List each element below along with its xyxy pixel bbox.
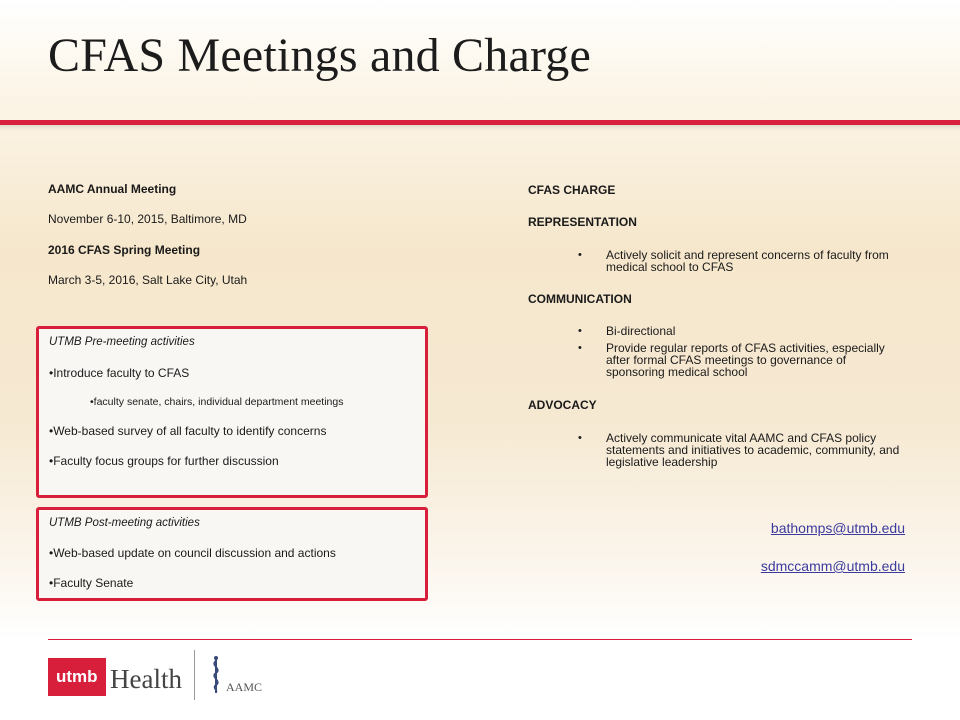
advocacy-item: Actively communicate vital AAMC and CFAS policy statements and initiatives to academic, community, and legislative leadership [606,431,900,469]
post-meeting-item: •Faculty Senate [49,576,134,590]
aamc-wordmark: AAMC [226,680,263,694]
communication-item: Bi-directional [606,324,676,338]
bullet-marker: • [578,249,582,261]
post-meeting-heading: UTMB Post-meeting activities [49,517,200,529]
pre-meeting-box [36,326,428,498]
post-meeting-item: •Web-based update on council discussion and actions [49,546,336,560]
bullet-marker: • [578,325,582,337]
pre-meeting-item: •Faculty focus groups for further discussion [49,454,279,468]
logo-divider [194,650,195,700]
aamc-caduceus-icon [208,655,224,695]
representation-item: Actively solicit and represent concerns of faculty from medical school to CFAS [606,248,889,274]
charge-title: CFAS CHARGE [528,183,616,197]
pre-meeting-item: •Web-based survey of all faculty to identify concerns [49,424,327,438]
email-link-sdmccamm[interactable]: sdmccamm@utmb.edu [760,558,905,574]
meeting-spring-label: 2016 CFAS Spring Meeting [48,243,201,257]
advocacy-heading: ADVOCACY [528,398,597,412]
slide-title: CFAS Meetings and Charge [48,29,591,82]
meeting-annual-date: November 6-10, 2015, Baltimore, MD [48,212,247,226]
bullet-marker: • [578,342,582,354]
email-link-bathomps[interactable]: bathomps@utmb.edu [770,520,905,536]
communication-item: Provide regular reports of CFAS activities, especially after formal CFAS meetings to governance of sponsoring medical school [606,341,885,379]
pre-meeting-subitem: •faculty senate, chairs, individual department meetings [90,396,344,408]
pre-meeting-item: •Introduce faculty to CFAS [49,366,190,380]
utmb-health-wordmark: Health [110,664,182,694]
post-meeting-box [36,507,428,601]
bullet-marker: • [578,432,582,444]
meeting-spring-date: March 3-5, 2016, Salt Lake City, Utah [48,273,248,287]
representation-heading: REPRESENTATION [528,215,637,229]
meeting-annual-label: AAMC Annual Meeting [48,182,177,196]
pre-meeting-heading: UTMB Pre-meeting activities [49,336,195,348]
communication-heading: COMMUNICATION [528,292,632,306]
footer-divider [48,639,912,640]
utmb-logo: utmb [48,658,106,696]
title-divider-shadow [0,125,960,131]
